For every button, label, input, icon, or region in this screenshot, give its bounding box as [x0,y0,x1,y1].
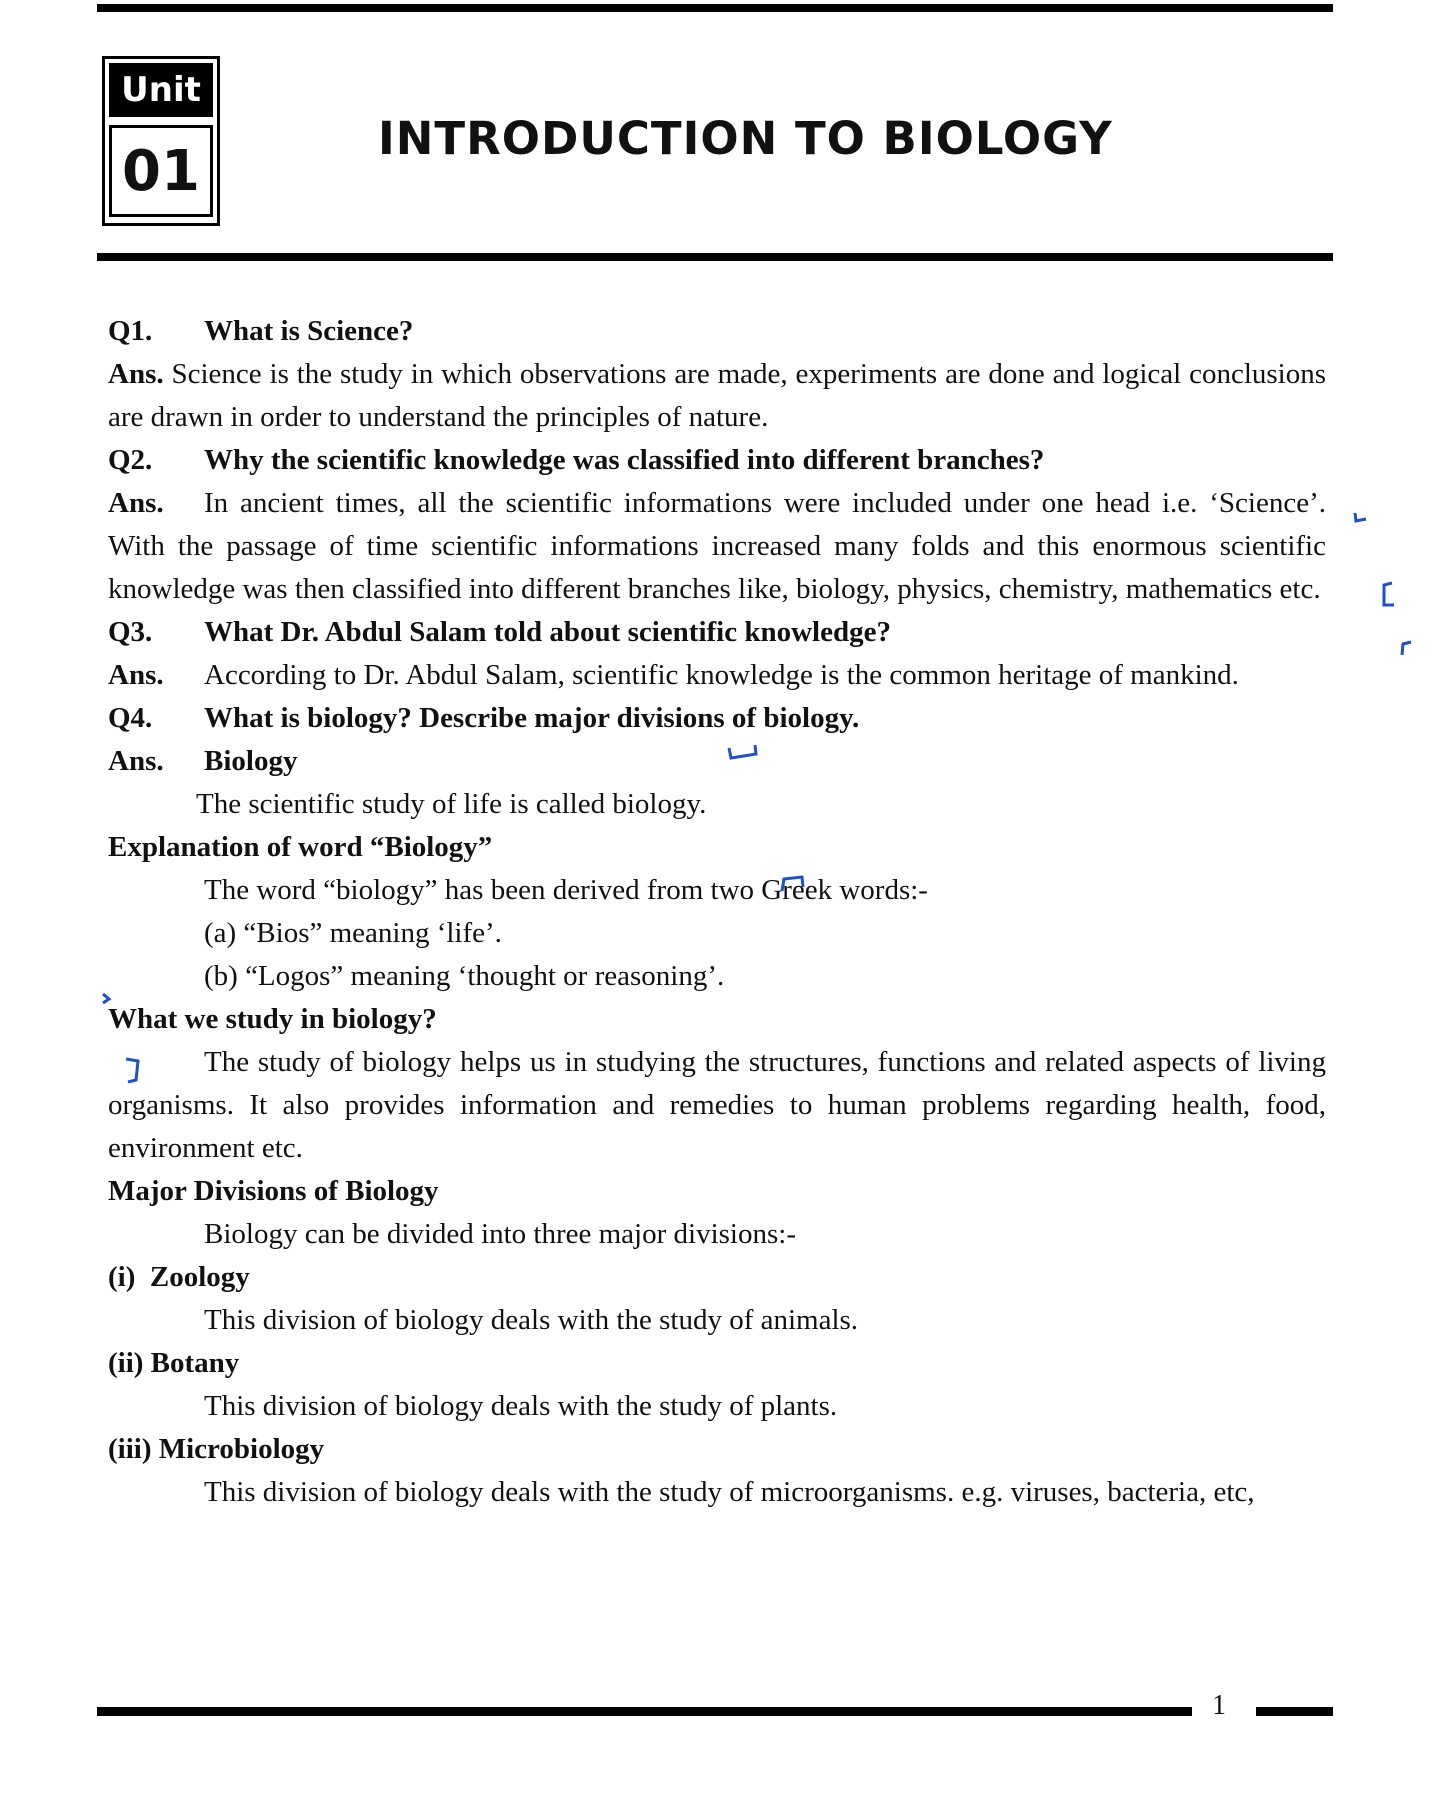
botany-text: This division of biology deals with the study of plants. [204,1390,838,1422]
pen-mark [1398,638,1414,663]
zoology-heading: (i) Zoology [108,1261,250,1293]
pen-mark [98,988,114,1013]
word-section-heading: Explanation of word “Biology” [108,831,493,863]
top-rule [97,4,1333,12]
microbiology-text: This division of biology deals with the study of microorganisms. e.g. viruses, bacteria, etc, [204,1476,1255,1508]
study-section-heading: What we study in biology? [108,1003,437,1035]
answer-label: Ans. [108,358,164,390]
header-rule [97,253,1333,261]
answer-text: In ancient times, all the scientific informations were included under one head i.e. ‘Science’. With the passage of time scientific informations increased many folds and this enormous scientific knowledge was then classified into different branches like, biology, physics, chemistry, mathematics etc. [108,487,1326,605]
question-text: What Dr. Abdul Salam told about scientific knowledge? [204,616,891,648]
page-number: 1 [1212,1690,1226,1721]
microbiology-heading: (iii) Microbiology [108,1433,325,1465]
answer-1 [108,353,1326,439]
footer-rule-right [1256,1707,1333,1716]
answer-3 [108,654,1326,697]
pen-mark [1378,580,1398,616]
question-1 [108,310,1326,353]
answer-label: Ans. [108,745,164,777]
question-text: What is Science? [204,315,414,347]
answer-text: According to Dr. Abdul Salam, scientific knowledge is the common heritage of mankind. [204,659,1239,691]
word-section-intro: The word “biology” has been derived from two Greek words:- [204,874,928,906]
unit-badge [102,56,220,226]
question-text: Why the scientific knowledge was classified into different branches? [204,444,1045,476]
question-2 [108,439,1326,482]
page-title: INTRODUCTION TO BIOLOGY [378,112,1113,165]
page-body [108,310,1326,1514]
answer-heading: Biology [204,745,298,777]
zoology-text: This division of biology deals with the study of animals. [204,1304,859,1336]
question-number: Q2. [108,444,153,476]
question-number: Q3. [108,616,153,648]
question-3 [108,611,1326,654]
pen-mark [778,873,806,901]
question-number: Q4. [108,702,153,734]
botany-heading: (ii) Botany [108,1347,240,1379]
divisions-intro: Biology can be divided into three major divisions:- [204,1218,796,1250]
question-number: Q1. [108,315,153,347]
footer-rule-left [97,1707,1192,1716]
answer-label: Ans. [108,659,164,691]
pen-mark [122,1056,144,1092]
study-section-text: The study of biology helps us in studying the structures, functions and related aspects of living organisms. It also provides information and remedies to human problems regarding health, food, environment etc. [108,1046,1326,1164]
question-4 [108,697,1326,740]
word-item-a: (a) “Bios” meaning ‘life’. [204,917,502,949]
answer-label: Ans. [108,487,164,519]
pen-mark [1352,506,1370,531]
unit-number: 01 [109,125,213,217]
word-item-b: (b) “Logos” meaning ‘thought or reasoning’. [204,960,725,992]
answer-text: Science is the study in which observations are made, experiments are done and logical conclusions are drawn in order to understand the principles of nature. [108,358,1327,433]
unit-label: Unit [109,63,213,117]
question-text: What is biology? Describe major divisions of biology. [204,702,860,734]
answer-4-heading [108,740,1326,783]
answer-2 [108,482,1326,611]
biology-definition: The scientific study of life is called biology. [196,788,707,820]
divisions-heading: Major Divisions of Biology [108,1175,439,1207]
pen-mark [726,742,760,770]
